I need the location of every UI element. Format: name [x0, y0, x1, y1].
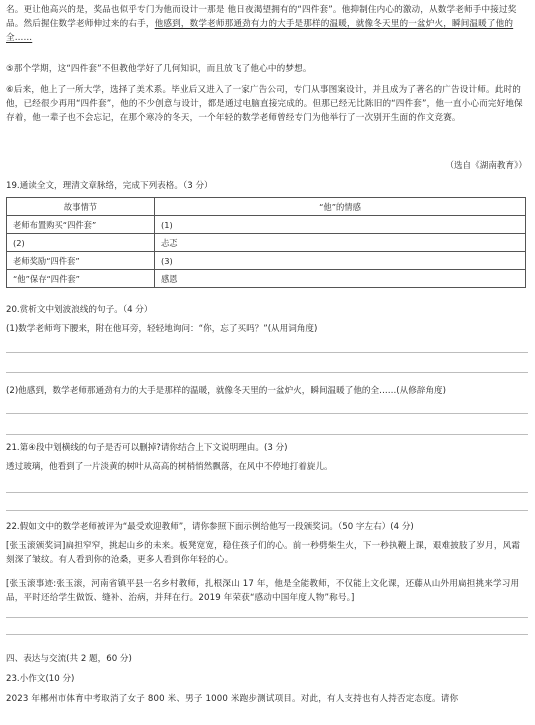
table-cell-plot: (2)	[7, 234, 155, 252]
table-header-plot: 故事情节	[7, 198, 155, 216]
table-row	[7, 252, 526, 270]
award-winner-bio: [张玉滚事迹:张玉滚，河南省镇平县一名乡村教师，扎根深山 17 年，他是全能教师，不仅能上文化课，还藤从山外用扁担挑来学习用品，平时还给学生做饭、缝补、治病，并拜在行。2019 年荣获“感动中国年度人物”称号。]	[6, 579, 520, 603]
table-cell-emotion: 感恩	[155, 270, 526, 288]
table-cell-emotion: (3)	[155, 252, 526, 270]
passage-paragraph-4-end	[6, 3, 524, 45]
question-23-text: 2023 年郴州市体育中考取消了女子 800 米、男子 1000 米跑步测试项目。对此，有人支持也有人持否定态度。请你	[6, 694, 459, 704]
answer-line[interactable]	[6, 434, 528, 435]
answer-line[interactable]	[6, 352, 528, 353]
table-header-row	[7, 198, 526, 216]
section-4-heading: 四、表达与交流(共 2 题，60 分)	[6, 654, 132, 664]
award-speech-example: [张玉滚颁奖词]扁担窄窄，挑起山乡的未来。板凳宽宽，稳住孩子们的心。前一秒劈柴生火，下一秒执鞭上课，艰难披肢了岁月，风霜刻深了皱纹。有人看到你的沧桑，更多人看到你年轻的心。	[6, 541, 521, 565]
answer-line[interactable]	[6, 372, 528, 373]
question-20-item-2: (2)他感到，数学老师那通劲有力的大手是那样的温暖，就像冬天里的一盆炉火，瞬间温暖了他的全……(从修辞角度)	[6, 386, 446, 396]
question-20-stem: 20.赏析文中划波浪线的句子。（4 分）	[6, 305, 153, 315]
table-row	[7, 216, 526, 234]
question-22-stem: 22.假如文中的数学老师被评为“最受欢迎教师”，请你参照下面示例给他写一段颁奖词。（50 字左右）(4 分)	[6, 522, 414, 532]
passage-source: （选自《湖南教育》）	[445, 161, 527, 171]
question-21-sentence: 透过玻璃，他看到了一片淡黄的树叶从高高的树梢悄然飘落，在风中不停地打着旋儿。	[6, 462, 333, 472]
answer-line[interactable]	[6, 510, 528, 511]
table-row	[7, 270, 526, 288]
underlined-sentence: 他感到，数学老师那通劲有力的大手是那样的温暖，就像冬天里的一盆炉火，瞬间温暖了他的全……	[6, 19, 514, 43]
passage-paragraph-5: ⑤那个学期，这“四件套”不但教他学好了几何知识，而且放飞了他心中的梦想。	[6, 64, 312, 74]
plot-emotion-table	[6, 197, 526, 288]
passage-text: 名。更让他高兴的是，奖品也似乎专门为他而设计一那是 他日夜渴望拥有的“四件套”。他抑制住内心的激动，从数学老师手中接过奖品。然后握住数学老师伸过来的右手，	[6, 5, 517, 29]
question-20-item-1: (1)数学老师弯下腰来，附在他耳旁，轻轻地询问：“你，忘了买吗？”(从用词角度)	[6, 324, 318, 334]
question-23-label: 23.小作文(10 分)	[6, 674, 75, 684]
answer-line[interactable]	[6, 634, 528, 635]
answer-line[interactable]	[6, 413, 528, 414]
table-cell-emotion: (1)	[155, 216, 526, 234]
table-cell-plot: 老师奖励“四件套”	[7, 252, 155, 270]
table-cell-emotion: 忐忑	[155, 234, 526, 252]
table-cell-plot: 老师布置购买“四件套”	[7, 216, 155, 234]
question-19-stem: 19.通读全文，理清文章脉络，完成下列表格。（3 分）	[6, 181, 213, 191]
answer-line[interactable]	[6, 617, 528, 618]
table-row	[7, 234, 526, 252]
question-21-stem: 21.第④段中划横线的句子是否可以删掉?请你结合上下文说明理由。(3 分)	[6, 443, 288, 453]
table-cell-plot: “他”保存“四件套”	[7, 270, 155, 288]
table-header-emotion: “他”的情感	[155, 198, 526, 216]
answer-line[interactable]	[6, 492, 528, 493]
passage-paragraph-6: ⑥后来，他上了一所大学，选择了美术系。毕业后又进入了一家广告公司，专门从事图案设计，并且成为了著名的广告设计师。此时的他，已经很少再用“四件套”，他的不少创意与设计，都是通过电脑直接完成的。但那已经无比陈旧的“四件套”，他一直小心而完好地保存着，他一辈子也不会忘记，在那个寒冷的冬天，一个年轻的数学老师曾经专门为他举行了一次别开生面的作文竞赛。	[6, 85, 523, 123]
